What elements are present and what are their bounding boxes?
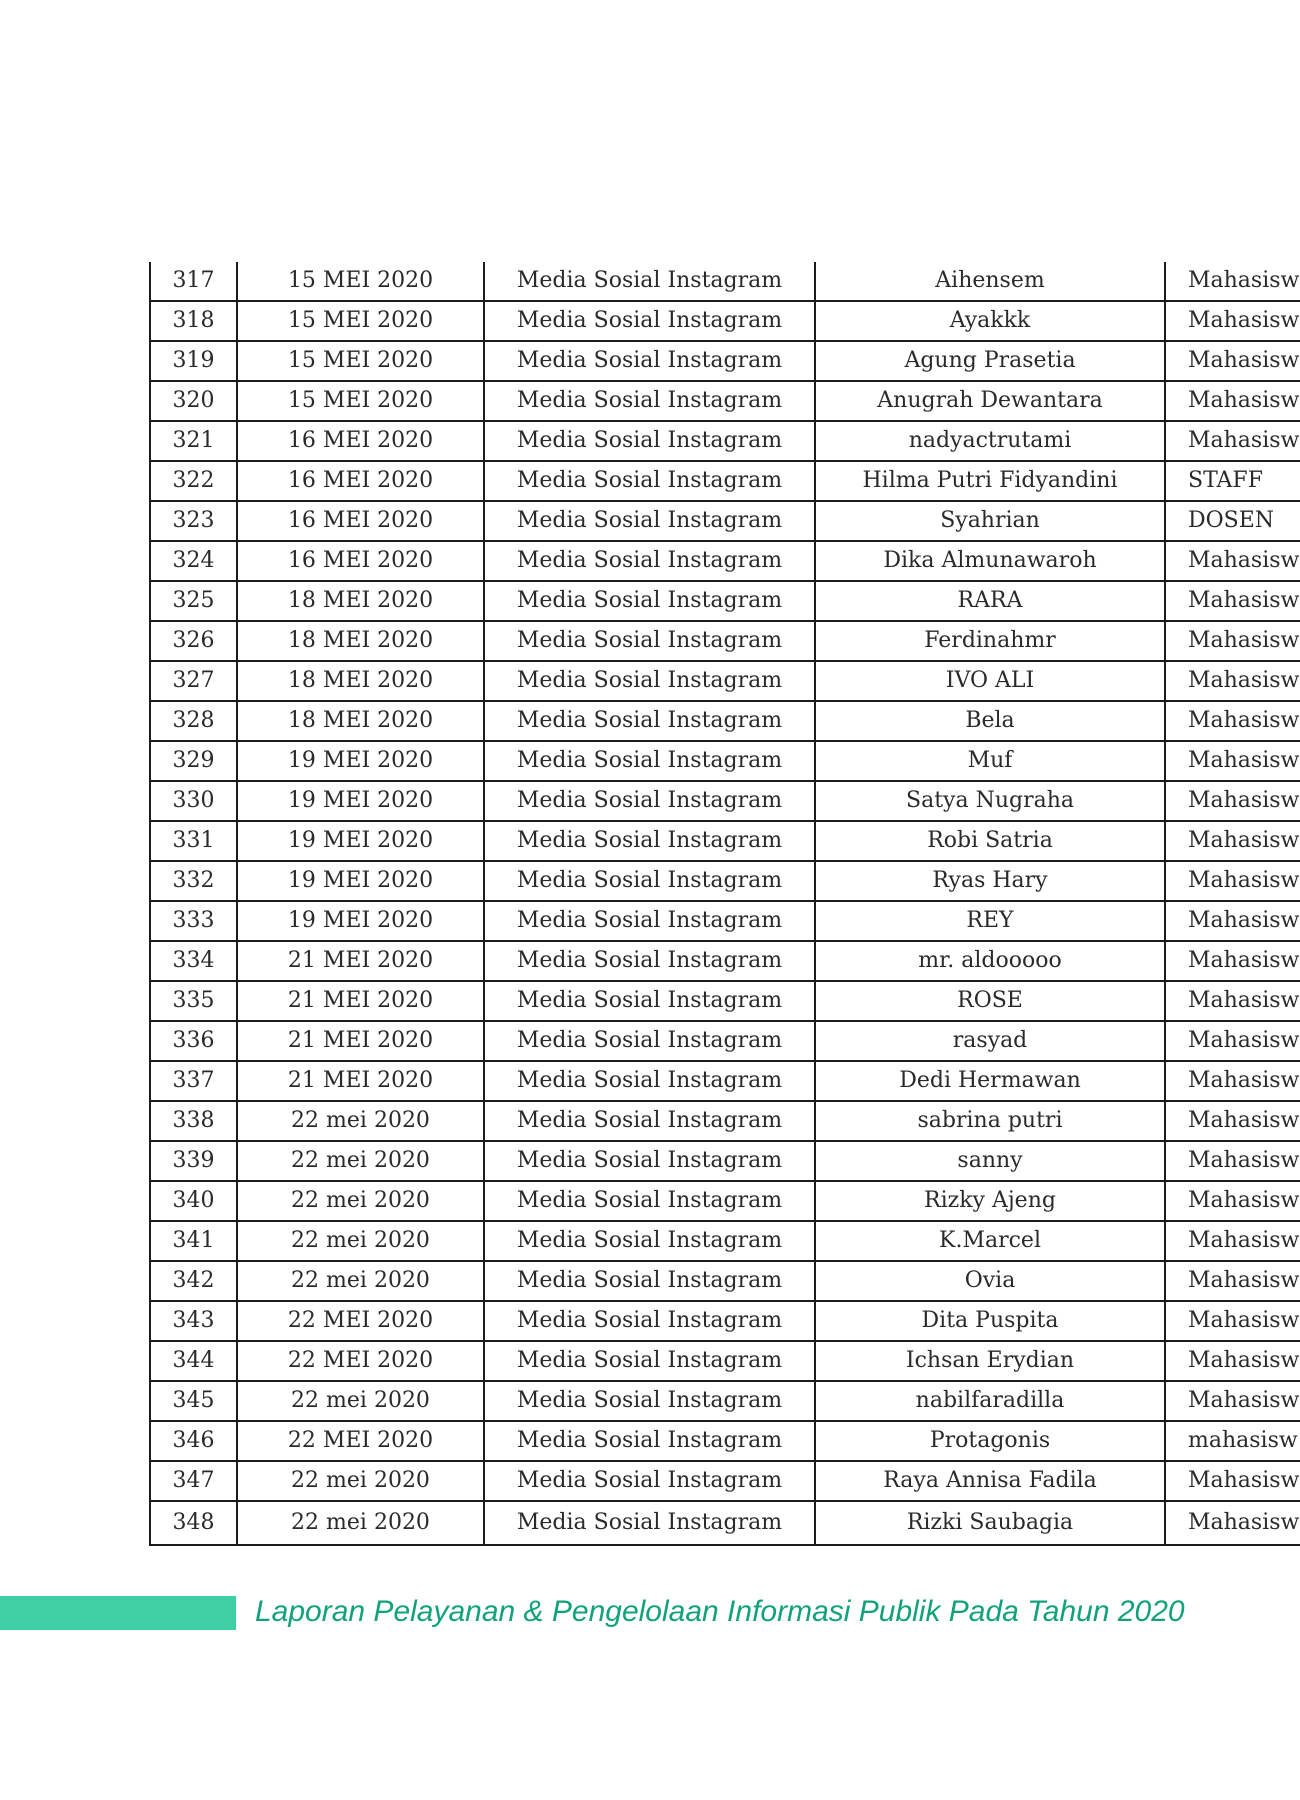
date-cell: 18 MEI 2020 — [237, 581, 484, 621]
media-channel-cell: Media Sosial Instagram — [484, 1181, 815, 1221]
table-row — [150, 541, 1300, 581]
date-cell: 16 MEI 2020 — [237, 501, 484, 541]
requester-status-cell: Mahasisw — [1165, 1301, 1300, 1341]
date-cell: 22 mei 2020 — [237, 1461, 484, 1501]
requester-name-cell: Ovia — [815, 1261, 1165, 1301]
requester-status-cell: Mahasisw — [1165, 341, 1300, 381]
row-number-cell: 326 — [150, 621, 237, 661]
requester-status-cell: Mahasisw — [1165, 1181, 1300, 1221]
row-number-cell: 347 — [150, 1461, 237, 1501]
requester-name-cell: Muf — [815, 741, 1165, 781]
requester-status-cell: Mahasisw — [1165, 1101, 1300, 1141]
row-number-cell: 339 — [150, 1141, 237, 1181]
table-row — [150, 1141, 1300, 1181]
table-row — [150, 1101, 1300, 1141]
requester-name-cell: Bela — [815, 701, 1165, 741]
date-cell: 22 mei 2020 — [237, 1221, 484, 1261]
table-row — [150, 461, 1300, 501]
table-row — [150, 661, 1300, 701]
media-channel-cell: Media Sosial Instagram — [484, 1101, 815, 1141]
requester-name-cell: nadyactrutami — [815, 421, 1165, 461]
row-number-cell: 319 — [150, 341, 237, 381]
media-channel-cell: Media Sosial Instagram — [484, 821, 815, 861]
date-cell: 22 MEI 2020 — [237, 1421, 484, 1461]
row-number-cell: 320 — [150, 381, 237, 421]
requester-name-cell: mr. aldooooo — [815, 941, 1165, 981]
media-channel-cell: Media Sosial Instagram — [484, 1261, 815, 1301]
row-number-cell: 329 — [150, 741, 237, 781]
requester-name-cell: Dika Almunawaroh — [815, 541, 1165, 581]
media-channel-cell: Media Sosial Instagram — [484, 861, 815, 901]
media-channel-cell: Media Sosial Instagram — [484, 1221, 815, 1261]
media-channel-cell: Media Sosial Instagram — [484, 621, 815, 661]
table-row — [150, 741, 1300, 781]
requester-name-cell: Raya Annisa Fadila — [815, 1461, 1165, 1501]
row-number-cell: 317 — [150, 262, 237, 301]
requester-status-cell: Mahasisw — [1165, 861, 1300, 901]
requester-name-cell: Hilma Putri Fidyandini — [815, 461, 1165, 501]
requester-status-cell: Mahasisw — [1165, 741, 1300, 781]
row-number-cell: 337 — [150, 1061, 237, 1101]
table-row — [150, 1061, 1300, 1101]
requester-status-cell: DOSEN — [1165, 501, 1300, 541]
requester-name-cell: Ichsan Erydian — [815, 1341, 1165, 1381]
requester-name-cell: Agung Prasetia — [815, 341, 1165, 381]
requester-name-cell: Protagonis — [815, 1421, 1165, 1461]
row-number-cell: 321 — [150, 421, 237, 461]
media-channel-cell: Media Sosial Instagram — [484, 301, 815, 341]
row-number-cell: 342 — [150, 1261, 237, 1301]
media-channel-cell: Media Sosial Instagram — [484, 701, 815, 741]
media-channel-cell: Media Sosial Instagram — [484, 581, 815, 621]
media-channel-cell: Media Sosial Instagram — [484, 1461, 815, 1501]
table-row — [150, 701, 1300, 741]
requester-status-cell: mahasisw — [1165, 1421, 1300, 1461]
date-cell: 16 MEI 2020 — [237, 421, 484, 461]
media-channel-cell: Media Sosial Instagram — [484, 1341, 815, 1381]
media-channel-cell: Media Sosial Instagram — [484, 1141, 815, 1181]
requester-status-cell: Mahasisw — [1165, 781, 1300, 821]
requester-status-cell: Mahasisw — [1165, 661, 1300, 701]
row-number-cell: 340 — [150, 1181, 237, 1221]
date-cell: 18 MEI 2020 — [237, 661, 484, 701]
date-cell: 22 mei 2020 — [237, 1141, 484, 1181]
media-channel-cell: Media Sosial Instagram — [484, 461, 815, 501]
row-number-cell: 328 — [150, 701, 237, 741]
table-row — [150, 1461, 1300, 1501]
date-cell: 15 MEI 2020 — [237, 341, 484, 381]
requester-status-cell: Mahasisw — [1165, 381, 1300, 421]
requester-status-cell: Mahasisw — [1165, 941, 1300, 981]
media-channel-cell: Media Sosial Instagram — [484, 901, 815, 941]
media-channel-cell: Media Sosial Instagram — [484, 941, 815, 981]
row-number-cell: 322 — [150, 461, 237, 501]
table-row — [150, 341, 1300, 381]
date-cell: 15 MEI 2020 — [237, 262, 484, 301]
date-cell: 15 MEI 2020 — [237, 301, 484, 341]
media-channel-cell: Media Sosial Instagram — [484, 501, 815, 541]
date-cell: 21 MEI 2020 — [237, 981, 484, 1021]
media-channel-cell: Media Sosial Instagram — [484, 1061, 815, 1101]
requester-status-cell: Mahasisw — [1165, 1341, 1300, 1381]
row-number-cell: 331 — [150, 821, 237, 861]
table-row — [150, 901, 1300, 941]
row-number-cell: 345 — [150, 1381, 237, 1421]
requester-status-cell: Mahasisw — [1165, 1141, 1300, 1181]
row-number-cell: 323 — [150, 501, 237, 541]
date-cell: 22 mei 2020 — [237, 1101, 484, 1141]
date-cell: 19 MEI 2020 — [237, 861, 484, 901]
media-channel-cell: Media Sosial Instagram — [484, 741, 815, 781]
requester-status-cell: Mahasisw — [1165, 981, 1300, 1021]
table-row — [150, 581, 1300, 621]
table-row — [150, 1501, 1300, 1545]
date-cell: 18 MEI 2020 — [237, 701, 484, 741]
requester-status-cell: Mahasisw — [1165, 1021, 1300, 1061]
requester-status-cell: Mahasisw — [1165, 901, 1300, 941]
row-number-cell: 325 — [150, 581, 237, 621]
date-cell: 15 MEI 2020 — [237, 381, 484, 421]
media-channel-cell: Media Sosial Instagram — [484, 1301, 815, 1341]
media-channel-cell: Media Sosial Instagram — [484, 381, 815, 421]
row-number-cell: 330 — [150, 781, 237, 821]
table-row — [150, 861, 1300, 901]
requester-name-cell: ROSE — [815, 981, 1165, 1021]
requester-status-cell: Mahasisw — [1165, 1461, 1300, 1501]
media-channel-cell: Media Sosial Instagram — [484, 981, 815, 1021]
table-row — [150, 381, 1300, 421]
table-row — [150, 621, 1300, 661]
requester-name-cell: Robi Satria — [815, 821, 1165, 861]
date-cell: 21 MEI 2020 — [237, 1061, 484, 1101]
requester-status-cell: Mahasisw — [1165, 421, 1300, 461]
row-number-cell: 336 — [150, 1021, 237, 1061]
table-row — [150, 301, 1300, 341]
row-number-cell: 348 — [150, 1501, 237, 1545]
requester-status-cell: Mahasisw — [1165, 262, 1300, 301]
date-cell: 21 MEI 2020 — [237, 1021, 484, 1061]
requester-status-cell: Mahasisw — [1165, 621, 1300, 661]
date-cell: 19 MEI 2020 — [237, 821, 484, 861]
requester-name-cell: Dedi Hermawan — [815, 1061, 1165, 1101]
requester-name-cell: K.Marcel — [815, 1221, 1165, 1261]
date-cell: 16 MEI 2020 — [237, 461, 484, 501]
date-cell: 19 MEI 2020 — [237, 901, 484, 941]
date-cell: 22 mei 2020 — [237, 1181, 484, 1221]
date-cell: 22 MEI 2020 — [237, 1341, 484, 1381]
requester-name-cell: Syahrian — [815, 501, 1165, 541]
table-row — [150, 1021, 1300, 1061]
requester-status-cell: Mahasisw — [1165, 821, 1300, 861]
row-number-cell: 344 — [150, 1341, 237, 1381]
table-row — [150, 941, 1300, 981]
table-row — [150, 821, 1300, 861]
row-number-cell: 327 — [150, 661, 237, 701]
requester-status-cell: Mahasisw — [1165, 1381, 1300, 1421]
row-number-cell: 341 — [150, 1221, 237, 1261]
requester-name-cell: sanny — [815, 1141, 1165, 1181]
date-cell: 21 MEI 2020 — [237, 941, 484, 981]
requester-name-cell: RARA — [815, 581, 1165, 621]
date-cell: 18 MEI 2020 — [237, 621, 484, 661]
requester-name-cell: Rizky Ajeng — [815, 1181, 1165, 1221]
row-number-cell: 343 — [150, 1301, 237, 1341]
requester-name-cell: Rizki Saubagia — [815, 1501, 1165, 1545]
table-row — [150, 421, 1300, 461]
row-number-cell: 334 — [150, 941, 237, 981]
date-cell: 19 MEI 2020 — [237, 741, 484, 781]
row-number-cell: 318 — [150, 301, 237, 341]
table-row — [150, 1261, 1300, 1301]
table-row — [150, 262, 1300, 301]
date-cell: 22 mei 2020 — [237, 1501, 484, 1545]
row-number-cell: 335 — [150, 981, 237, 1021]
requester-status-cell: Mahasisw — [1165, 1501, 1300, 1545]
media-channel-cell: Media Sosial Instagram — [484, 262, 815, 301]
row-number-cell: 332 — [150, 861, 237, 901]
table-row — [150, 501, 1300, 541]
media-channel-cell: Media Sosial Instagram — [484, 1021, 815, 1061]
date-cell: 22 mei 2020 — [237, 1381, 484, 1421]
requester-status-cell: Mahasisw — [1165, 581, 1300, 621]
date-cell: 19 MEI 2020 — [237, 781, 484, 821]
media-channel-cell: Media Sosial Instagram — [484, 1421, 815, 1461]
requester-name-cell: nabilfaradilla — [815, 1381, 1165, 1421]
date-cell: 16 MEI 2020 — [237, 541, 484, 581]
requester-status-cell: Mahasisw — [1165, 701, 1300, 741]
table-row — [150, 1341, 1300, 1381]
requester-name-cell: rasyad — [815, 1021, 1165, 1061]
requester-name-cell: sabrina putri — [815, 1101, 1165, 1141]
table-row — [150, 1381, 1300, 1421]
media-channel-cell: Media Sosial Instagram — [484, 341, 815, 381]
row-number-cell: 333 — [150, 901, 237, 941]
request-log-table-wrapper — [149, 262, 1300, 1546]
requester-status-cell: Mahasisw — [1165, 1221, 1300, 1261]
requester-status-cell: Mahasisw — [1165, 1061, 1300, 1101]
footer-report-title: Laporan Pelayanan & Pengelolaan Informasi Publik Pada Tahun 2020 — [255, 1595, 1185, 1628]
table-row — [150, 1421, 1300, 1461]
requester-status-cell: Mahasisw — [1165, 541, 1300, 581]
requester-status-cell: Mahasisw — [1165, 1261, 1300, 1301]
request-log-table-body — [150, 262, 1300, 1545]
request-log-table — [149, 262, 1300, 1546]
table-row — [150, 781, 1300, 821]
table-row — [150, 1221, 1300, 1261]
requester-name-cell: Aihensem — [815, 262, 1165, 301]
media-channel-cell: Media Sosial Instagram — [484, 661, 815, 701]
row-number-cell: 324 — [150, 541, 237, 581]
requester-status-cell: STAFF — [1165, 461, 1300, 501]
requester-name-cell: Ayakkk — [815, 301, 1165, 341]
row-number-cell: 346 — [150, 1421, 237, 1461]
row-number-cell: 338 — [150, 1101, 237, 1141]
requester-name-cell: Ferdinahmr — [815, 621, 1165, 661]
date-cell: 22 mei 2020 — [237, 1261, 484, 1301]
requester-name-cell: Satya Nugraha — [815, 781, 1165, 821]
table-row — [150, 1181, 1300, 1221]
requester-status-cell: Mahasisw — [1165, 301, 1300, 341]
requester-name-cell: REY — [815, 901, 1165, 941]
footer-accent-bar — [0, 1596, 236, 1630]
table-row — [150, 1301, 1300, 1341]
media-channel-cell: Media Sosial Instagram — [484, 781, 815, 821]
table-row — [150, 981, 1300, 1021]
media-channel-cell: Media Sosial Instagram — [484, 1381, 815, 1421]
requester-name-cell: Ryas Hary — [815, 861, 1165, 901]
requester-name-cell: Dita Puspita — [815, 1301, 1165, 1341]
requester-name-cell: Anugrah Dewantara — [815, 381, 1165, 421]
date-cell: 22 MEI 2020 — [237, 1301, 484, 1341]
requester-name-cell: IVO ALI — [815, 661, 1165, 701]
media-channel-cell: Media Sosial Instagram — [484, 541, 815, 581]
media-channel-cell: Media Sosial Instagram — [484, 1501, 815, 1545]
media-channel-cell: Media Sosial Instagram — [484, 421, 815, 461]
